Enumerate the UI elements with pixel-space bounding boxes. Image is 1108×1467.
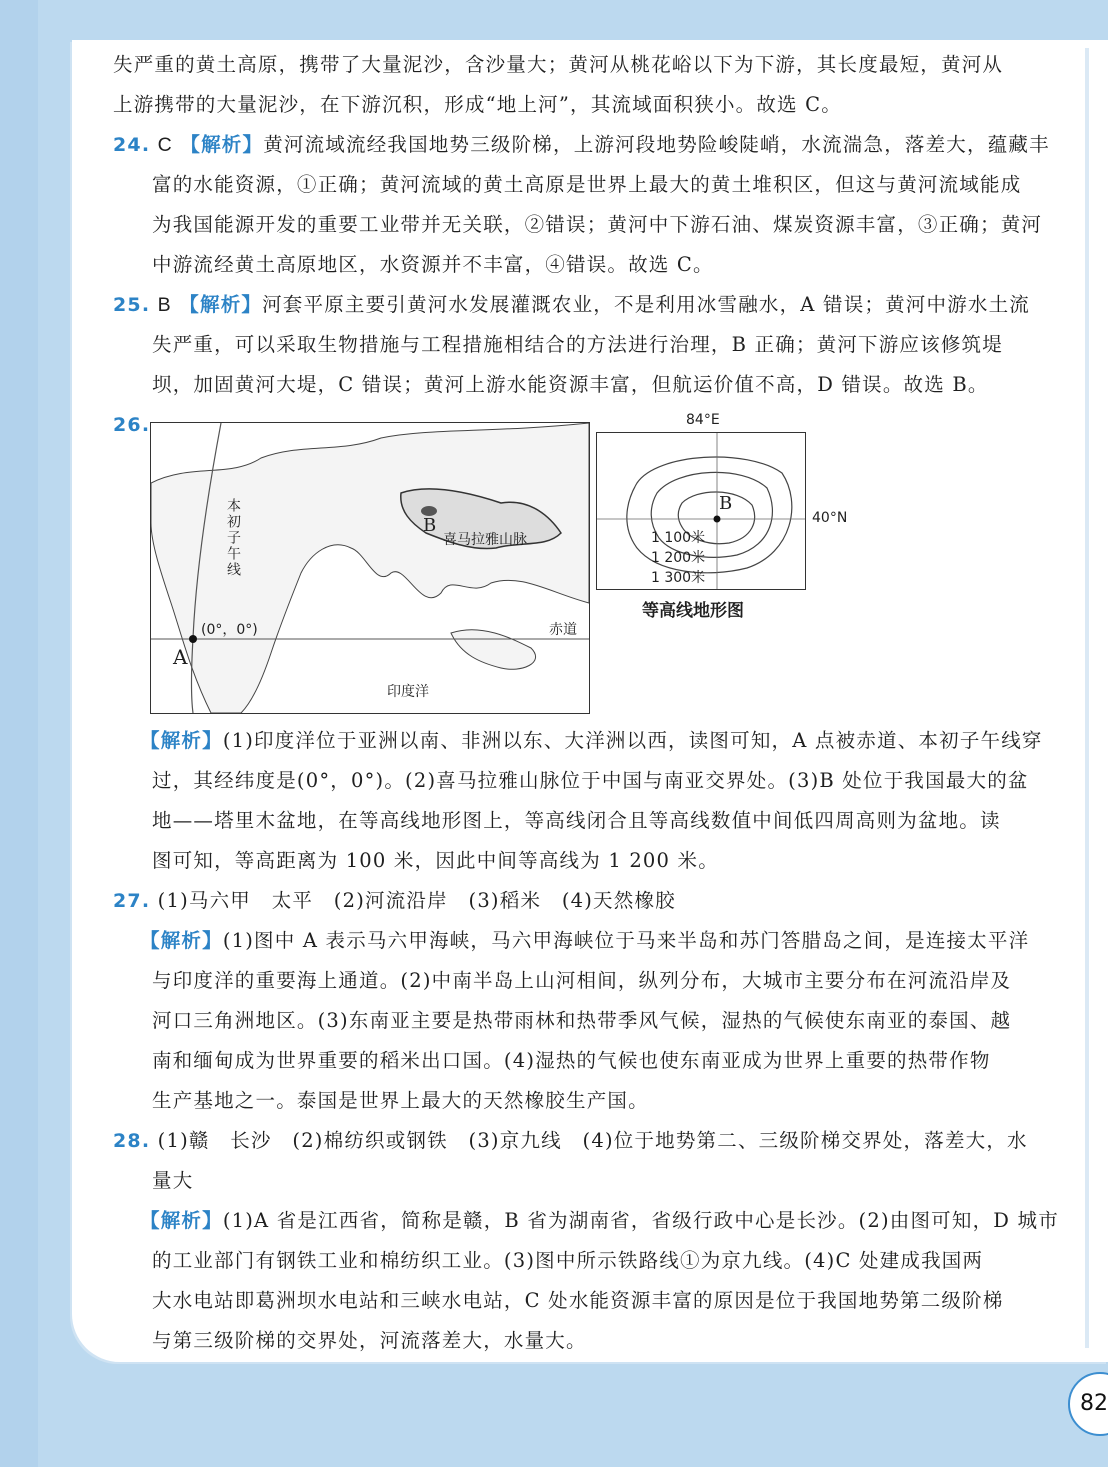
contour-1300-label: 1 300米 — [651, 570, 706, 586]
contour-map-caption: 等高线地形图 — [642, 601, 744, 621]
analysis-text: (1)A 省是江西省，简称是赣，B 省为湖南省，省级行政中心是长沙。(2)由图可知，D 城市 — [222, 1209, 1059, 1232]
analysis-line: 南和缅甸成为世界重要的稻米出口国。(4)湿热的气候也使东南亚成为世界上重要的热带作物 — [152, 1049, 991, 1072]
page-number-badge: 82 — [1068, 1372, 1108, 1436]
analysis-text: 河套平原主要引黄河水发展灌溉农业，不是利用冰雪融水，A 错误；黄河中游水土流 — [262, 293, 1030, 316]
continued-line-2: 上游携带的大量泥沙，在下游沉积，形成“地上河”，其流域面积狭小。故选 C。 — [113, 93, 842, 116]
analysis-tag: 【解析】 — [180, 133, 264, 156]
analysis-tag: 【解析】 — [140, 729, 223, 752]
asia-map — [150, 422, 590, 714]
analysis-line: 过，其经纬度是(0°，0°)。(2)喜马拉雅山脉位于中国与南亚交界处。(3)B 处位于我国最大的盆 — [152, 769, 1029, 792]
answer-text: (1)赣 长沙 (2)棉纺织或钢铁 (3)京九线 (4)位于地势第二、三级阶梯交界处，落差大，水 — [157, 1129, 1028, 1152]
analysis-line: 河口三角洲地区。(3)东南亚主要是热带雨林和热带季风气候，湿热的气候使东南亚的泰国、越 — [152, 1009, 1012, 1032]
analysis-line: 大水电站即葛洲坝水电站和三峡水电站，C 处水能资源丰富的原因是位于我国地势第二级阶梯 — [152, 1289, 1004, 1312]
analysis-tag: 【解析】 — [179, 293, 263, 316]
contour-1200-label: 1 200米 — [651, 550, 706, 566]
answer-letter: B — [157, 294, 172, 316]
analysis-line: 富的水能资源，①正确；黄河流域的黄土高原是世界上最大的黄土堆积区，但这与黄河流域能成 — [152, 173, 1022, 196]
q26-number-line — [113, 412, 150, 438]
analysis-line: 失严重，可以采取生物措施与工程措施相结合的方法进行治理，B 正确；黄河下游应该修筑堤 — [152, 333, 1003, 356]
q27-analysis-first-line — [140, 928, 1029, 954]
q24-first-line — [113, 132, 1050, 158]
analysis-line: 与第三级阶梯的交界处，河流落差大，水量大。 — [152, 1329, 587, 1352]
himalaya-label: 喜马拉雅山脉 — [443, 532, 527, 548]
analysis-text: 黄河流域流经我国地势三级阶梯，上游河段地势险峻陡峭，水流湍急，落差大，蕴藏丰 — [263, 133, 1050, 156]
analysis-line: 坝，加固黄河大堤，C 错误；黄河上游水能资源丰富，但航运价值不高，D 错误。故选 B。 — [152, 373, 989, 396]
question-number: 28. — [113, 1130, 151, 1152]
page-edge — [1085, 48, 1089, 1348]
continued-line-1: 失严重的黄土高原，携带了大量泥沙，含沙量大；黄河从桃花峪以下为下游，其长度最短，黄河从 — [113, 53, 1004, 76]
point-b-label: B — [423, 515, 437, 536]
indian-ocean-label: 印度洋 — [387, 684, 429, 700]
analysis-line: 为我国能源开发的重要工业带并无关联，②错误；黄河中下游石油、煤炭资源丰富，③正确；黄河 — [152, 213, 1043, 236]
question-number: 26. — [113, 414, 151, 436]
contour-map — [596, 432, 806, 590]
q27-answer-line — [113, 888, 676, 914]
contour-1100-label: 1 100米 — [651, 530, 706, 546]
origin-coordinate-label: (0°，0°) — [201, 622, 258, 638]
contour-point-b-label: B — [719, 493, 733, 514]
question-number: 25. — [113, 294, 151, 316]
prime-meridian-label: 本初子午线 — [225, 498, 241, 578]
q25-first-line — [113, 292, 1030, 318]
q28-analysis-first-line — [140, 1208, 1059, 1234]
analysis-line: 与印度洋的重要海上通道。(2)中南半岛上山河相间，纵列分布，大城市主要分布在河流沿岸及 — [152, 969, 1012, 992]
analysis-line: 中游流经黄土高原地区，水资源并不丰富，④错误。故选 C。 — [152, 253, 714, 276]
analysis-tag: 【解析】 — [140, 1209, 223, 1232]
analysis-tag: 【解析】 — [140, 929, 223, 952]
answer-continuation: 量大 — [152, 1169, 194, 1192]
analysis-text: (1)图中 A 表示马六甲海峡，马六甲海峡位于马来半岛和苏门答腊岛之间，是连接太平洋 — [222, 929, 1030, 952]
analysis-text: (1)印度洋位于亚洲以南、非洲以东、大洋洲以西，读图可知，A 点被赤道、本初子午线穿 — [222, 729, 1043, 752]
answer-letter: C — [157, 134, 173, 156]
q26-analysis-first-line — [140, 728, 1043, 754]
point-a-label: A — [173, 645, 188, 669]
q28-answer-line — [113, 1128, 1028, 1154]
longitude-label: 84°E — [686, 412, 720, 428]
analysis-line: 地——塔里木盆地，在等高线地形图上，等高线闭合且等高线数值中间低四周高则为盆地。读 — [152, 809, 1001, 832]
analysis-line: 图可知，等高距离为 100 米，因此中间等高线为 1 200 米。 — [152, 849, 719, 872]
answer-text: (1)马六甲 太平 (2)河流沿岸 (3)稻米 (4)天然橡胶 — [157, 889, 676, 912]
latitude-label: 40°N — [812, 510, 848, 526]
question-number: 24. — [113, 134, 151, 156]
question-number: 27. — [113, 890, 151, 912]
equator-label: 赤道 — [549, 622, 577, 638]
analysis-line: 生产基地之一。泰国是世界上最大的天然橡胶生产国。 — [152, 1089, 649, 1112]
asia-map-drawing — [151, 423, 589, 713]
page-gutter — [0, 0, 38, 1467]
analysis-line: 的工业部门有钢铁工业和棉纺织工业。(3)图中所示铁路线①为京九线。(4)C 处建成我国两 — [152, 1249, 984, 1272]
